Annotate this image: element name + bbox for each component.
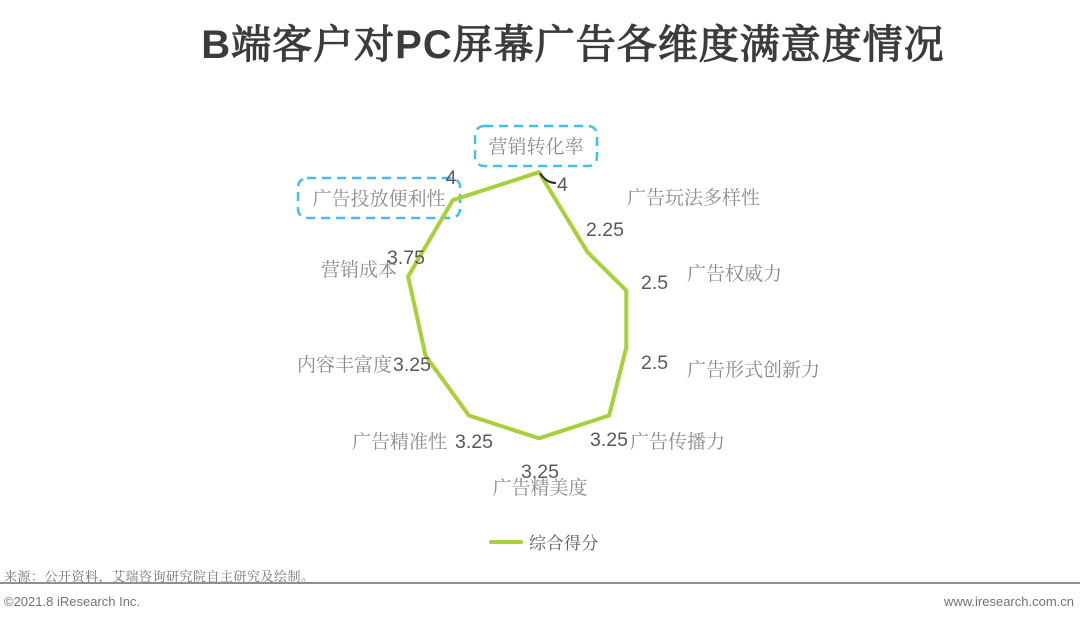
copyright: ©2021.8 iResearch Inc. bbox=[4, 594, 141, 609]
footer-divider bbox=[0, 582, 1080, 584]
axis-label-3: 广告形式创新力 bbox=[687, 360, 821, 381]
axis-label-9: 广告投放便利性 bbox=[312, 189, 446, 210]
axis-label-7: 内容丰富度 bbox=[296, 355, 392, 376]
axis-value-9: 4 bbox=[445, 167, 457, 189]
legend-series-label: 综合得分 bbox=[529, 534, 599, 553]
chart-legend bbox=[489, 529, 599, 554]
footer bbox=[0, 594, 1080, 609]
axis-label-0: 营销转化率 bbox=[488, 137, 584, 158]
axis-label-2: 广告权威力 bbox=[687, 264, 783, 285]
score-polygon bbox=[408, 172, 626, 438]
website: www.iresearch.com.cn bbox=[943, 594, 1074, 609]
source-note: 来源：公开资料，艾瑞咨询研究院自主研究及绘制。 bbox=[4, 569, 315, 584]
page-title: B端客户对PC屏幕广告各维度满意度情况 bbox=[201, 23, 945, 67]
axis-label-5: 广告精美度 bbox=[492, 478, 588, 499]
axis-value-7: 3.25 bbox=[393, 354, 431, 376]
axis-label-1: 广告玩法多样性 bbox=[627, 188, 761, 209]
legend-line-swatch bbox=[489, 540, 523, 544]
axis-value-3: 2.5 bbox=[641, 352, 669, 374]
axis-value-0: 4 bbox=[557, 174, 568, 196]
axis-label-4: 广告传播力 bbox=[630, 432, 726, 453]
axis-value-8: 3.75 bbox=[387, 247, 425, 269]
axis-value-5: 3.25 bbox=[521, 461, 559, 483]
axis-value-2: 2.5 bbox=[641, 272, 669, 294]
axis-label-8: 营销成本 bbox=[320, 260, 397, 281]
axis-value-6: 3.25 bbox=[455, 431, 493, 453]
axis-value-4: 3.25 bbox=[590, 429, 628, 451]
axis-label-6: 广告精准性 bbox=[351, 432, 447, 453]
axis-value-1: 2.25 bbox=[586, 219, 624, 241]
